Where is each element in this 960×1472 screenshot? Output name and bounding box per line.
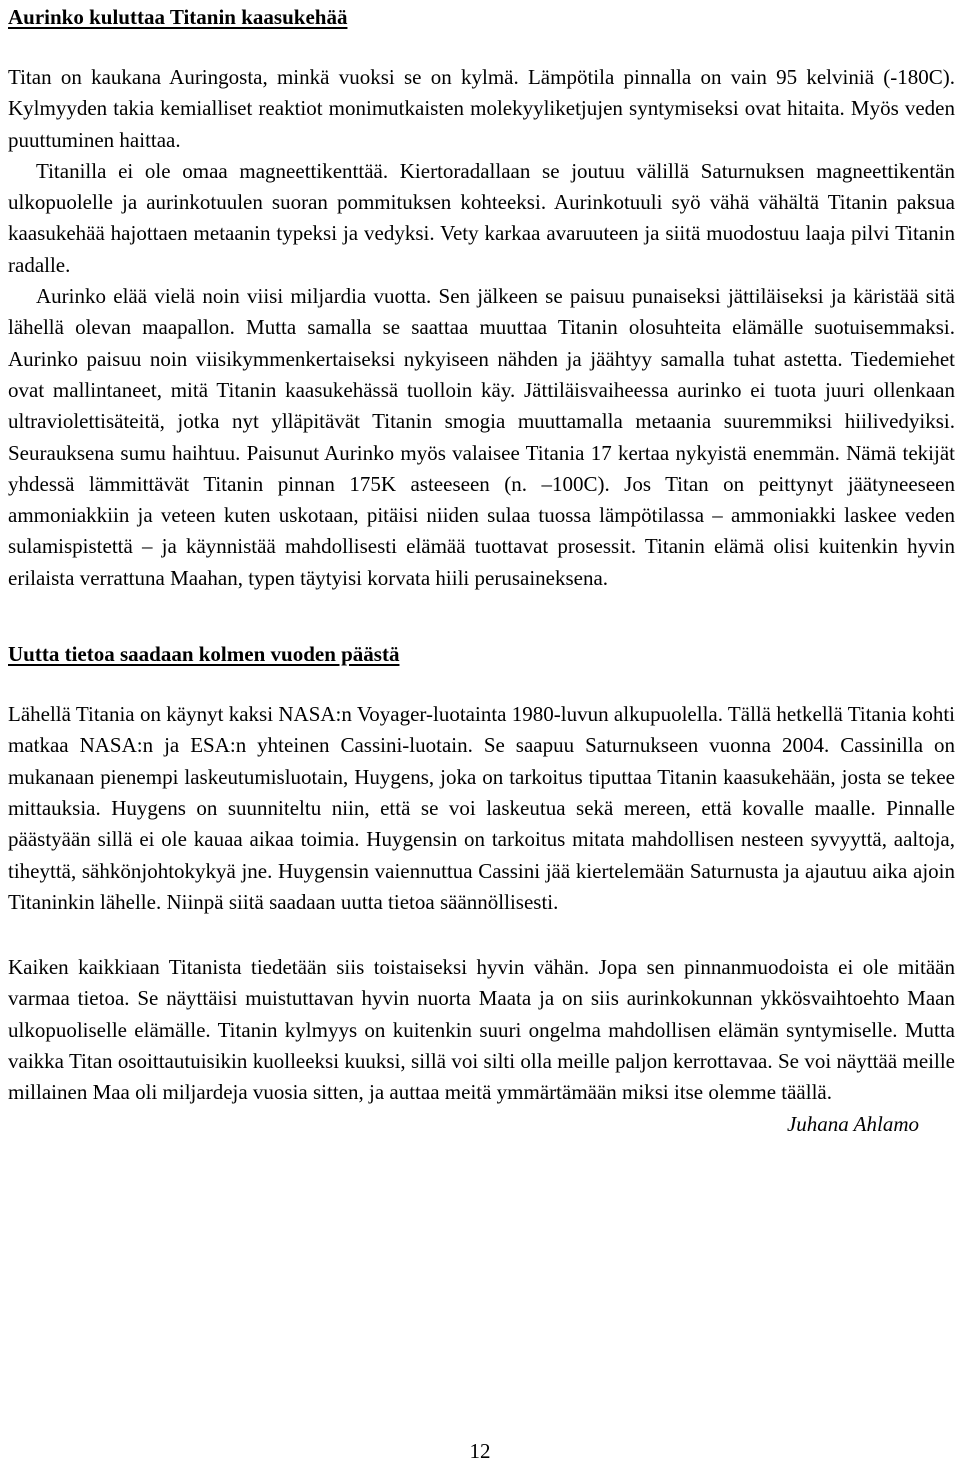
paragraph-titan-cold-atmosphere (8, 62, 955, 594)
text-magnetic-field: Titanilla ei ole omaa magneettikenttää. Kiertoradallaan se joutuu välillä Saturnuksen magneettikentän ulkopuolelle ja aurinkotuulen suoran pommituksen kohteeksi. Aurinkotuuli syö vähä vähältä Titanin paksua kaasukehää hajottaen metaanin typeksi ja vedyksi. Vety karkaa avaruuteen ja siitä muodostuu laaja pilvi Titanin radalle. (8, 158, 955, 277)
paragraph-conclusion (8, 952, 955, 1136)
paragraph-probes: Lähellä Titania on käynyt kaksi NASA:n Voyager-luotainta 1980-luvun alkupuolella. Tällä hetkellä Titania kohti matkaa NASA:n ja ESA:n yhteinen Cassini-luotain. Se saapuu Saturnukseen vuonna 2004. Cassinilla on mukanaan pienempi laskeutumisluotain, Huygens, joka on tarkoitus tiputtaa Titanin kaasukehään, josta se tekee mittauksia. Huygens on suunniteltu niin, että se voi laskeutua sekä mereen, että kovalle maalle. Pinnalle päästyään sillä ei ole kauaa aikaa toimia. Huygensin on tarkoitus mitata mahdollisen nesteen syvyyttä, aaltoja, tiheyttä, sähkönjohtokykyä jne. Huygensin vaiennuttua Cassini jää kiertelemään Saturnusta ja ajautuu aika ajoin Titaninkin lähelle. Niinpä siitä saadaan uutta tietoa säännöllisesti. (8, 702, 955, 914)
text-sun-future: Aurinko elää vielä noin viisi miljardia vuotta. Sen jälkeen se paisuu punaiseksi jättiläiseksi ja käristää sitä lähellä olevan maapallon. Mutta samalla se saattaa muuttaa Titanin olosuhteita elämälle suotuisemmaksi. Aurinko paisuu noin viisikymmenkertaiseksi nykyiseen nähden ja jäähtyy samalla tuhat astetta. Tiedemiehet ovat mallintaneet, mitä Titanin kaasukehässä tuolloin käy. Jättiläisvaiheessa aurinko ei tuota juuri ollenkaan ultraviolettisäteitä, jotka nyt ylläpitävät Titanin smogia muuttamalla metaania suuremmiksi hiilivedyiksi. Seurauksena sumu haihtuu. Paisunut Aurinko myös valaisee Titania 17 kertaa nykyistä enemmän. Nämä tekijät yhdessä lämmittävät Titanin pinnan 175K asteeseen (n. –100C). Jos Titan on peittynyt jäätyneeseen ammoniakkiin ja veteen kuten uskotaan, pitäisi niiden sulaa tuossa lämpötilassa – ammoniakki laskee veden sulamispistettä – ja käynnistää mahdollisesti elämää tuottavat prosessit. Titanin elämä olisi kuitenkin hyvin erilaista verrattuna Maahan, typen täytyisi korvata hiili perusaineksena. (8, 284, 955, 590)
page-number: 12 (469, 1439, 491, 1463)
section-title-titan-atmosphere: Aurinko kuluttaa Titanin kaasukehää (8, 5, 348, 29)
section-title-new-information: Uutta tietoa saadaan kolmen vuoden päästä (8, 642, 400, 667)
text-conclusion: Kaiken kaikkiaan Titanista tiedetään siis toistaiseksi hyvin vähän. Jopa sen pinnanmuodoista ei ole mitään varmaa tietoa. Se näyttäisi muistuttavan hyvin nuorta Maata ja on siis aurinkokunnan ykkösvaihtoehto Maan ulkopuoliselle elämälle. Titanin kylmyys on kuitenkin suuri ongelma mahdollisen elämän syntymiselle. Mutta vaikka Titan osoittautuisikin kuolleeksi kuuksi, sillä voi silti olla meille paljon kerrottavaa. Se voi näyttää meille millainen Maa oli miljardeja vuosia sitten, ja auttaa meitä ymmärtämään miksi itse olemme täällä. (8, 955, 955, 1105)
document-page (8, 0, 955, 1140)
text-temperature: Titan on kaukana Auringosta, minkä vuoksi se on kylmä. Lämpötila pinnalla on vain 95 kelviniä (-180C). Kylmyyden takia kemialliset reaktiot monimutkaisten molekyyliketjujen syntymiseksi ovat hitaita. Myös veden puuttuminen haittaa. (8, 65, 955, 152)
author-signature: Juhana Ahlamo (786, 1111, 919, 1136)
